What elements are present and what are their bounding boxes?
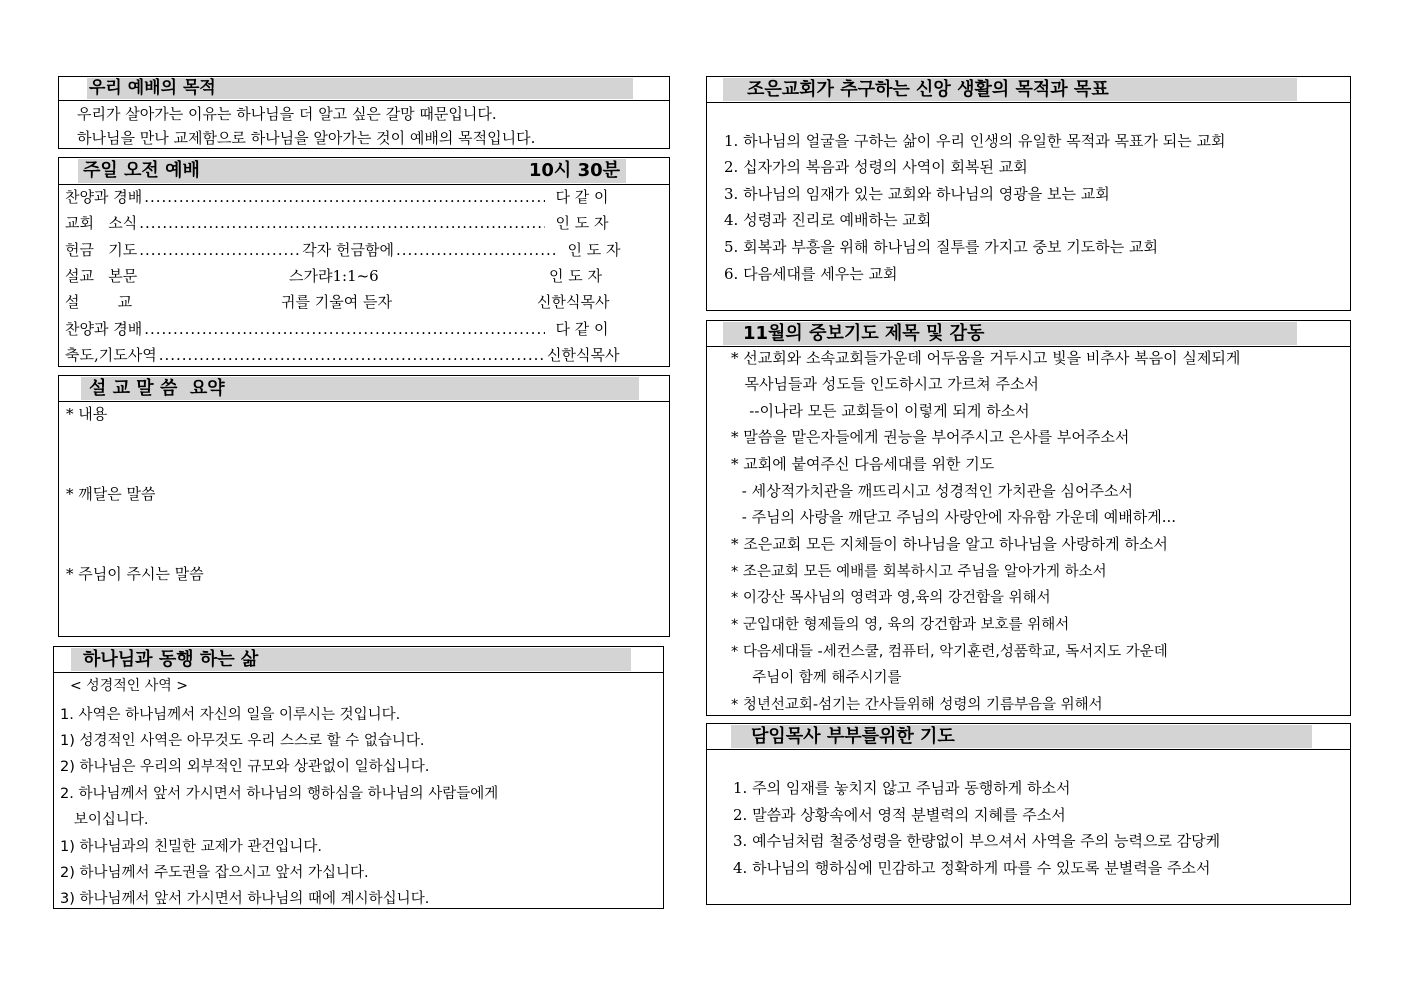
- pastor-item: 1. 주의 임재를 놓치지 않고 주님과 동행하게 하소서: [733, 779, 1071, 797]
- service-row-label: 설 교: [65, 293, 133, 311]
- prayer-item: * 선교회와 소속교회들가운데 어두움을 거두시고 빛을 비추사 복음이 실제되게: [731, 349, 1241, 367]
- prayer-title: 11월의 중보기도 제목 및 감동: [723, 322, 1297, 345]
- service-row-label: 찬양과 경배: [65, 320, 143, 338]
- walk-line: 1) 하나님과의 친밀한 교제가 관건입니다.: [60, 839, 323, 855]
- service-row: [65, 318, 617, 339]
- goal-item: 6. 다음세대를 세우는 교회: [724, 265, 898, 283]
- goal-item: 3. 하나님의 임재가 있는 교회와 하나님의 영광을 보는 교회: [724, 185, 1110, 203]
- walk-title: 하나님과 동행 하는 삶: [71, 648, 631, 671]
- walk-line: 2) 하나님께서 주도권을 잡으시고 앞서 가십니다.: [60, 865, 369, 881]
- service-row-leader: 신한식목사: [547, 346, 620, 364]
- walk-line: 1. 사역은 하나님께서 자신의 일을 이루시는 것입니다.: [60, 707, 401, 723]
- service-title: [78, 159, 626, 183]
- prayer-item: 주님이 함께 해주시기를: [743, 670, 902, 686]
- prayer-item: * 청년선교회-섬기는 간사들위해 성령의 기름부음을 위해서: [731, 697, 1103, 713]
- sermon-title: 설 교 말 씀 요약: [81, 377, 639, 400]
- service-section: [58, 157, 670, 367]
- service-title-text: 주일 오전 예배: [83, 160, 200, 181]
- prayer-item: * 군입대한 형제들의 영, 육의 강건함과 보호를 위해서: [731, 617, 1070, 633]
- prayer-item: - 주님의 사랑을 깨닫고 주님의 사랑안에 자유함 가운데 예배하게...: [737, 508, 1177, 526]
- goals-section: [706, 76, 1351, 311]
- pastor-item: 4. 하나님의 행하심에 민감하고 정확하게 따를 수 있도록 분별력을 주소서: [733, 859, 1211, 877]
- prayer-section: [706, 320, 1351, 716]
- prayer-item: --이나라 모든 교회들이 이렇게 되게 하소서: [735, 402, 1030, 420]
- purpose-line: 하나님을 만나 교제함으로 하나님을 알아가는 것이 예배의 목적입니다.: [77, 129, 536, 147]
- service-row-label: 축도,기도사역: [65, 346, 157, 364]
- service-row: [65, 212, 617, 233]
- service-row-leader: 인 도 자: [555, 214, 609, 232]
- service-row-leader: 신한식목사: [537, 293, 610, 311]
- walk-line: 보이십니다.: [60, 812, 149, 828]
- service-row: [65, 344, 620, 365]
- prayer-item: * 교회에 붙여주신 다음세대를 위한 기도: [731, 455, 995, 473]
- service-row-leader: 다 같 이: [555, 188, 609, 206]
- walk-line: 2. 하나님께서 앞서 가시면서 하나님의 행하심을 하나님의 사람들에게: [60, 786, 499, 802]
- prayer-item: * 조은교회 모든 지체들이 하나님을 알고 하나님을 사랑하게 하소서: [731, 535, 1168, 553]
- purpose-section: [58, 76, 670, 149]
- sermon-item: * 주님이 주시는 말씀: [66, 565, 204, 583]
- service-row-leader: 인 도 자: [549, 267, 603, 285]
- service-row-detail: 귀를 기울여 듣자: [281, 293, 392, 311]
- walk-line: 3) 하나님께서 앞서 가시면서 하나님의 때에 계시하십니다.: [60, 891, 430, 907]
- pastor-section: [706, 723, 1351, 905]
- service-row: [65, 265, 655, 286]
- purpose-title: 우리 예배의 목적: [87, 78, 633, 99]
- service-row-label: 설교 본문: [65, 267, 138, 285]
- prayer-item: * 다음세대들 -세컨스쿨, 컴퓨터, 악기훈련,성품학교, 독서지도 가운데: [731, 644, 1168, 660]
- pastor-item: 3. 예수님처럼 철중성령을 한량없이 부으셔서 사역을 주의 능력으로 감당케: [733, 832, 1221, 850]
- prayer-item: * 말씀을 맡은자들에게 권능을 부어주시고 은사를 부어주소서: [731, 428, 1130, 446]
- service-row: [65, 186, 617, 207]
- service-row-leader: 다 같 이: [555, 320, 609, 338]
- service-row-detail: 각자 헌금함에: [302, 241, 394, 259]
- service-row-label: 찬양과 경배: [65, 188, 143, 206]
- service-row-label: 교회 소식: [65, 214, 138, 232]
- prayer-item: * 조은교회 모든 예배를 회복하시고 주님을 알아가게 하소서: [731, 564, 1107, 580]
- goal-item: 4. 성령과 진리로 예배하는 교회: [724, 211, 932, 229]
- walk-subtitle: < 성경적인 사역 >: [70, 678, 188, 694]
- walk-line: 2) 하나님은 우리의 외부적인 규모와 상관없이 일하십니다.: [60, 759, 430, 775]
- prayer-item: 목사님들과 성도들 인도하시고 가르쳐 주소서: [735, 375, 1039, 393]
- goal-item: 2. 십자가의 복음과 성령의 사역이 회복된 교회: [724, 158, 1028, 176]
- service-row-leader: 인 도 자: [567, 241, 621, 259]
- pastor-item: 2. 말씀과 상황속에서 영적 분별력의 지혜를 주소서: [733, 806, 1066, 824]
- service-row: [65, 291, 655, 312]
- sermon-item: * 깨달은 말씀: [66, 485, 156, 503]
- sermon-section: [58, 375, 670, 637]
- service-time: 10시 30분: [528, 160, 620, 181]
- prayer-item: * 이강산 목사님의 영력과 영,육의 강건함을 위해서: [731, 590, 1051, 606]
- service-row-label: 헌금 기도: [65, 241, 138, 259]
- goals-title: 조은교회가 추구하는 신앙 생활의 목적과 목표: [723, 78, 1297, 101]
- prayer-item: - 세상적가치관을 깨뜨리시고 성경적인 가치관을 심어주소서: [737, 482, 1133, 500]
- goal-item: 5. 회복과 부흥을 위해 하나님의 질투를 가지고 중보 기도하는 교회: [724, 238, 1158, 256]
- walk-section: [53, 646, 664, 909]
- walk-line: 1) 성경적인 사역은 아무것도 우리 스스로 할 수 없습니다.: [60, 733, 425, 749]
- service-row: [65, 239, 629, 260]
- service-row-detail: 스가랴1:1~6: [289, 267, 379, 285]
- goal-item: 1. 하나님의 얼굴을 구하는 삶이 우리 인생의 유일한 목적과 목표가 되는 교회: [724, 132, 1226, 150]
- sermon-item: * 내용: [66, 405, 108, 423]
- purpose-line: 우리가 살아가는 이유는 하나님을 더 알고 싶은 갈망 때문입니다.: [77, 105, 497, 123]
- pastor-title: 담임목사 부부를위한 기도: [731, 725, 1312, 748]
